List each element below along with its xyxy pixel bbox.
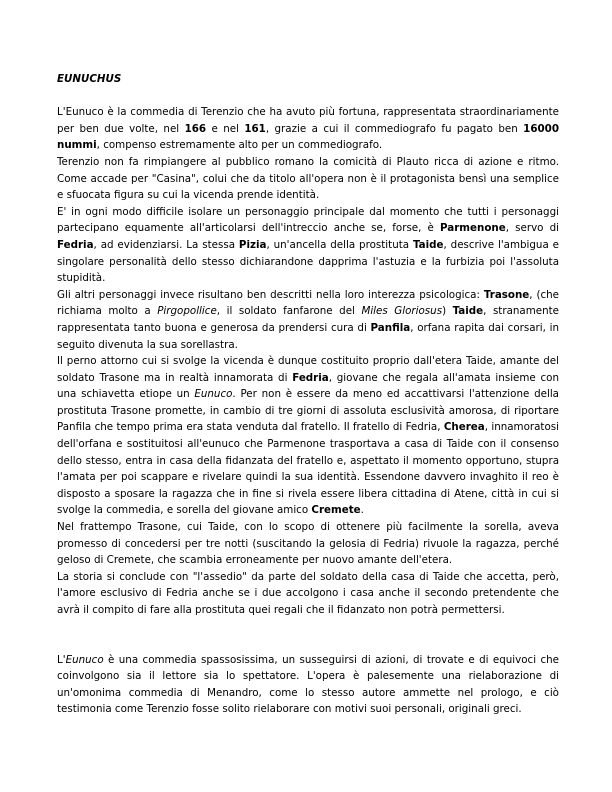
bold-text: Trasone <box>483 288 530 301</box>
paragraph-conclusion <box>57 652 559 718</box>
bold-text: Pizia <box>238 238 267 251</box>
text-run: Nel frattempo Trasone, cui Taide, con lo scopo di ottenere più facilmente la sorella, aveva promesso di concedersi per tre notti (suscitando la gelosia di Fedria) rivuole la ragazza, perché geloso di Cremete, che scambia erroneamente per nuovo amante dell'etera. <box>57 521 559 567</box>
paragraph-fortune <box>57 104 559 154</box>
text-run: Gli altri personaggi invece risultano ben descritti nella loro interezza psicologica: <box>57 288 484 301</box>
bold-text: Parmenone <box>440 222 506 235</box>
paragraph-comicity <box>57 154 559 204</box>
text-run: L'Eunuco è la commedia di Terenzio che ha avuto più fortuna, rappresentata straordinariamente per ben due volte, nel <box>57 106 559 135</box>
text-run: L' <box>57 653 66 666</box>
bold-text: 166 <box>184 122 207 135</box>
text-run: è una commedia spassosissima, un susseguirsi di azioni, di trovate e di equivoci che coinvolgono sia il lettore sia lo spettatore. L'opera è palesemente una rielaborazione di un'omonima commedia di Menandro, come lo stesso autore ammette nel prologo, e ciò testimonia come Terenzio fosse solito rielaborare con motivi suoi personali, originali greci. <box>57 653 559 716</box>
bold-text: Cremete <box>311 504 361 517</box>
text-run: , descrive l'ambigua e singolare personalità dello stesso dichiarandone dapprima l'astuzia e la furbizia poi l'assoluta stupidità. <box>57 238 559 285</box>
document-title: EUNUCHUS <box>57 73 122 85</box>
bold-text: Fedria <box>57 238 94 251</box>
text-run: Il perno attorno cui si svolge la vicenda è dunque costituito proprio dall'etera Taide, amante del soldato Trasone ma in realtà innamorata di <box>57 355 559 384</box>
text-run: , innamoratosi dell'orfana e sostituitosi all'eunuco che Parmenone trasportava a casa di Taide con il consenso dello stesso, entra in casa della fidanzata del fratello e, aspettato il momento opportuno, stupra l'amata per poi scappare e rivelare quindi la sua identità. Essendone davvero invaghito il reo è disposto a sposare la ragazza che in fine si rivela essere libera cittadina di Atene, città in cui si svolge la commedia, e sorella del giovane amico <box>57 421 559 517</box>
italic-text: Eunuco <box>194 388 233 401</box>
text-run: , servo di <box>505 222 560 235</box>
text-run: , orfana rapita dai corsari, in seguito divenuta la sua sorellastra. <box>57 321 560 351</box>
paragraph-characters <box>57 287 559 353</box>
text-run: , giovane che regala all'amata insieme con una schiavetta etiope un <box>57 371 559 401</box>
text-run: E' in ogni modo difficile isolare un personaggio principale dal momento che tutti i personaggi partecipano equamente all'articolarsi dell'intreccio anche se, forse, è <box>57 205 559 235</box>
paragraph-gap <box>57 619 559 652</box>
text-run: Terenzio non fa rimpiangere al pubblico romano la comicità di Plauto ricca di azione e ritmo. Come accade per "Casina", colui che da titolo all'opera non è il protagonista bensì una semplice e sfuocata figura su cui la vicenda prende identità. <box>57 155 559 202</box>
italic-text: Eunuco <box>65 653 104 666</box>
paragraph-trasone <box>57 519 559 569</box>
italic-text: Miles Gloriosus <box>361 305 443 318</box>
paragraph-protagonist <box>57 204 559 287</box>
text-run: La storia si conclude con "l'assedio" da parte del soldato della casa di Taide che accetta, però, l'amore esclusivo di Fedria anche se i due accolgono i casa anche il secondo pretendente che avrà il compito di fare alla prostituta quei regali che il fidanzato non potrà permettersi. <box>57 570 559 616</box>
text-run: , ad evidenziarsi. La stessa <box>93 238 239 251</box>
bold-text: 161 <box>244 122 266 135</box>
bold-text: Panfila <box>370 321 411 334</box>
bold-text: Taide <box>412 238 444 251</box>
bold-text: Cherea <box>443 421 485 434</box>
text-run: . <box>360 504 364 517</box>
text-run: ) <box>442 305 453 318</box>
text-run: , il soldato fanfarone del <box>216 305 362 318</box>
bold-text: Fedria <box>292 371 329 384</box>
text-run: , stranamente rappresentata tanto buona e generosa da prendersi cura di <box>57 305 559 334</box>
italic-text: Pirgopollice <box>157 305 217 318</box>
text-run: . Per non è essere da meno ed accattivarsi l'attenzione della prostituta Trasone promette, in cambio di tre giorni di assoluta esclusività amorosa, di riportare Panfila che tempo prima era stata venduta dal fratello. Il fratello di Fedria, <box>57 388 559 434</box>
bold-text: 16000 nummi <box>57 122 559 152</box>
text-run: e nel <box>206 122 245 135</box>
text-run: , (che richiama molto a <box>57 288 559 318</box>
paragraph-ending <box>57 569 559 619</box>
text-run: , compenso estremamente alto per un commediografo. <box>96 139 383 152</box>
bold-text: Taide <box>452 305 484 318</box>
text-run: , grazie a cui il commediografo fu pagato ben <box>265 122 524 135</box>
text-run: , un'ancella della prostituta <box>266 238 413 251</box>
paragraph-plot <box>57 353 559 519</box>
